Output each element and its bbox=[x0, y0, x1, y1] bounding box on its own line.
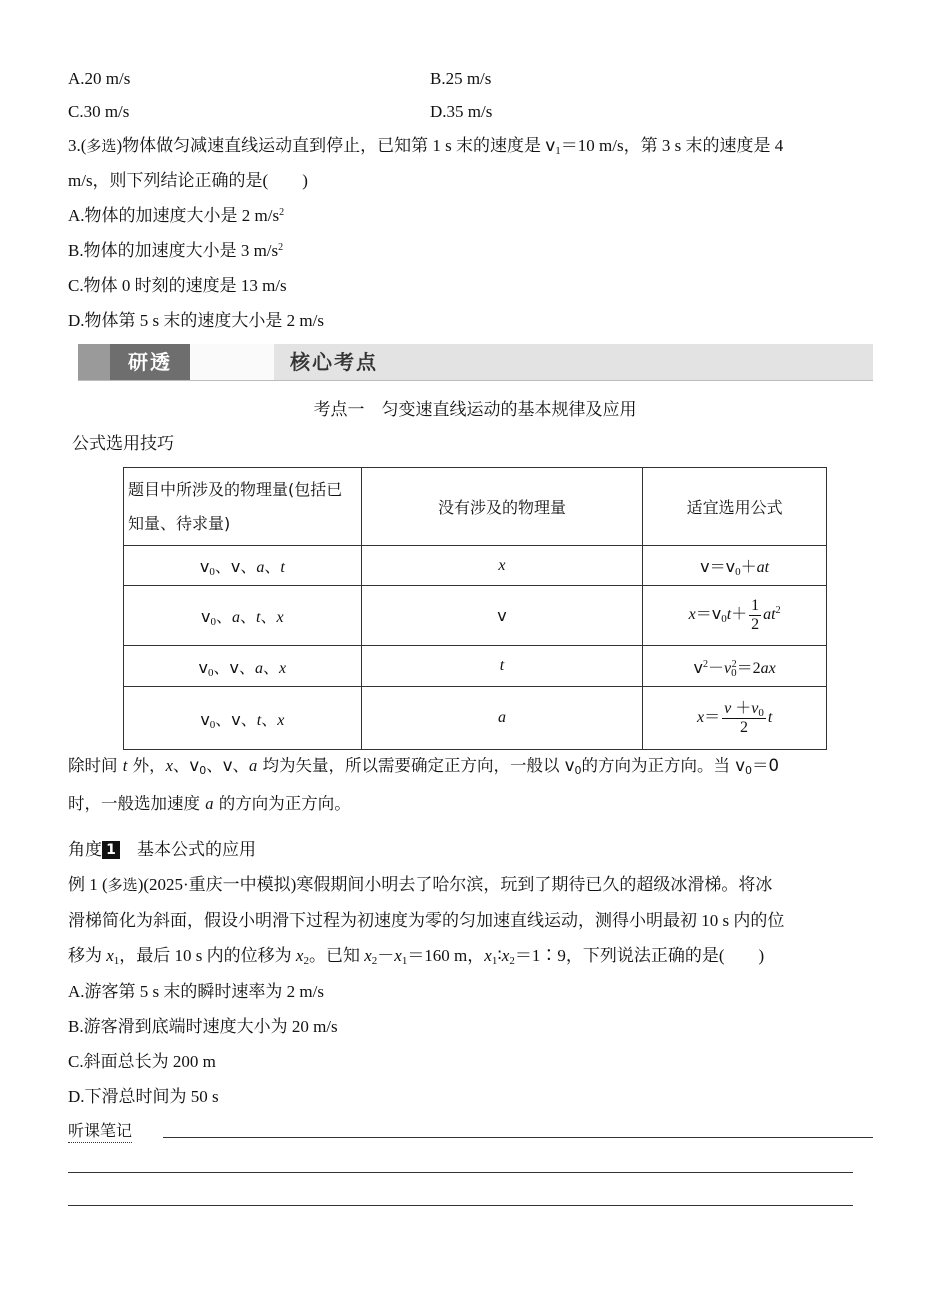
cell-quantities: $v_0$、v、a、t bbox=[124, 546, 362, 586]
cell-missing: v bbox=[361, 586, 643, 646]
cell-formula: $v^2-v_0^2=2ax$ bbox=[643, 646, 827, 687]
formula-table bbox=[123, 467, 827, 750]
cell-formula: $v=v_0+at$ bbox=[643, 546, 827, 586]
example-line2: 滑梯简化为斜面，假设小明滑下过程为初速度为零的匀加速直线运动，测得小明最初 10 s 内的位 bbox=[68, 911, 785, 930]
table-row bbox=[124, 586, 827, 646]
banner-stripe bbox=[78, 344, 110, 380]
table-row bbox=[124, 687, 827, 750]
fraction-half: $\frac{1}{2}$ bbox=[751, 597, 760, 633]
q3-stem-line1: 3.(多选)物体做匀减速直线运动直到停止，已知第 1 s 末的速度是 $v_1=10$ m/s，第 3 s 末的速度是 4 bbox=[68, 136, 784, 157]
option-d: D.35 m/s bbox=[430, 102, 493, 121]
q3-option-b: B.物体的加速度大小是 3 $m/s^2$ bbox=[68, 241, 284, 260]
angle-number-badge: 1 bbox=[102, 841, 120, 859]
note-line1: 除时间 t 外，x、$v_0$、v、a 均为矢量，所以需要确定正方向，一般以 $v_0$的方向为正方向。当 $v_0=0$ bbox=[68, 756, 779, 777]
option-a: A.20 m/s bbox=[68, 69, 131, 88]
cell-missing: x bbox=[361, 546, 643, 586]
cell-formula: x＝ $\frac{v +v_0}{2}$ t bbox=[643, 687, 827, 750]
banner-tag: 研透 bbox=[110, 344, 190, 380]
header-missing: 没有涉及的物理量 bbox=[361, 468, 643, 546]
q3-option-a: A.物体的加速度大小是 2 $m/s^2$ bbox=[68, 206, 285, 225]
example-option-b: B.游客滑到底端时速度大小为 20 m/s bbox=[68, 1017, 338, 1036]
option-b: B.25 m/s bbox=[430, 69, 492, 88]
fraction-avg-velocity: $\frac{v +v_0}{2}$ bbox=[724, 699, 764, 736]
notes-line-3[interactable] bbox=[68, 1205, 853, 1206]
cell-quantities: $v_0$、a、t、x bbox=[124, 586, 362, 646]
table-header-row bbox=[124, 468, 827, 546]
example-line1: 例 1 (多选)(2025·重庆一中模拟)寒假期间小明去了哈尔滨，玩到了期待已久的超级冰滑梯。将冰 bbox=[68, 875, 773, 894]
header-quantities: 题目中所涉及的物理量(包括已知量、待求量) bbox=[124, 468, 362, 546]
example-option-a: A.游客第 5 s 末的瞬时速率为 2 m/s bbox=[68, 982, 324, 1001]
angle-heading: 角度 1 基本公式的应用 bbox=[68, 840, 256, 860]
q3-stem-line2: m/s，则下列结论正确的是( ) bbox=[68, 171, 308, 190]
tips-title: 公式选用技巧 bbox=[72, 434, 174, 454]
example-option-d: D.下滑总时间为 50 s bbox=[68, 1087, 219, 1106]
cell-quantities: $v_0$、v、t、x bbox=[124, 687, 362, 750]
table-row bbox=[124, 546, 827, 586]
q3-option-c: C.物体 0 时刻的速度是 13 m/s bbox=[68, 276, 287, 295]
table-row bbox=[124, 646, 827, 687]
notes-line-1[interactable] bbox=[163, 1137, 873, 1138]
example-option-c: C.斜面总长为 200 m bbox=[68, 1052, 216, 1071]
cell-formula: $x=v_0t+$ $\frac{1}{2}$ $at^2$ bbox=[643, 586, 827, 646]
section-title: 考点一 匀变速直线运动的基本规律及应用 bbox=[313, 400, 637, 420]
section-banner bbox=[78, 344, 873, 381]
cell-quantities: $v_0$、v、a、x bbox=[124, 646, 362, 687]
note-line2: 时，一般选加速度 a 的方向为正方向。 bbox=[68, 794, 351, 813]
header-formula: 适宜选用公式 bbox=[643, 468, 827, 546]
q3-option-d: D.物体第 5 s 末的速度大小是 2 m/s bbox=[68, 311, 324, 330]
example-line3: 移为 $x_1$，最后 10 s 内的位移为 $x_2$。已知 $x_2-x_1=160$ m，$x_1∶x_2=1∶9$，下列说法正确的是( ) bbox=[68, 946, 765, 967]
notes-label: 听课笔记 bbox=[68, 1120, 132, 1143]
cell-missing: t bbox=[361, 646, 643, 687]
banner-tag-shadow bbox=[190, 344, 274, 380]
cell-missing: a bbox=[361, 687, 643, 750]
option-c: C.30 m/s bbox=[68, 102, 130, 121]
notes-line-2[interactable] bbox=[68, 1172, 853, 1173]
banner-title: 核心考点 bbox=[290, 350, 378, 374]
